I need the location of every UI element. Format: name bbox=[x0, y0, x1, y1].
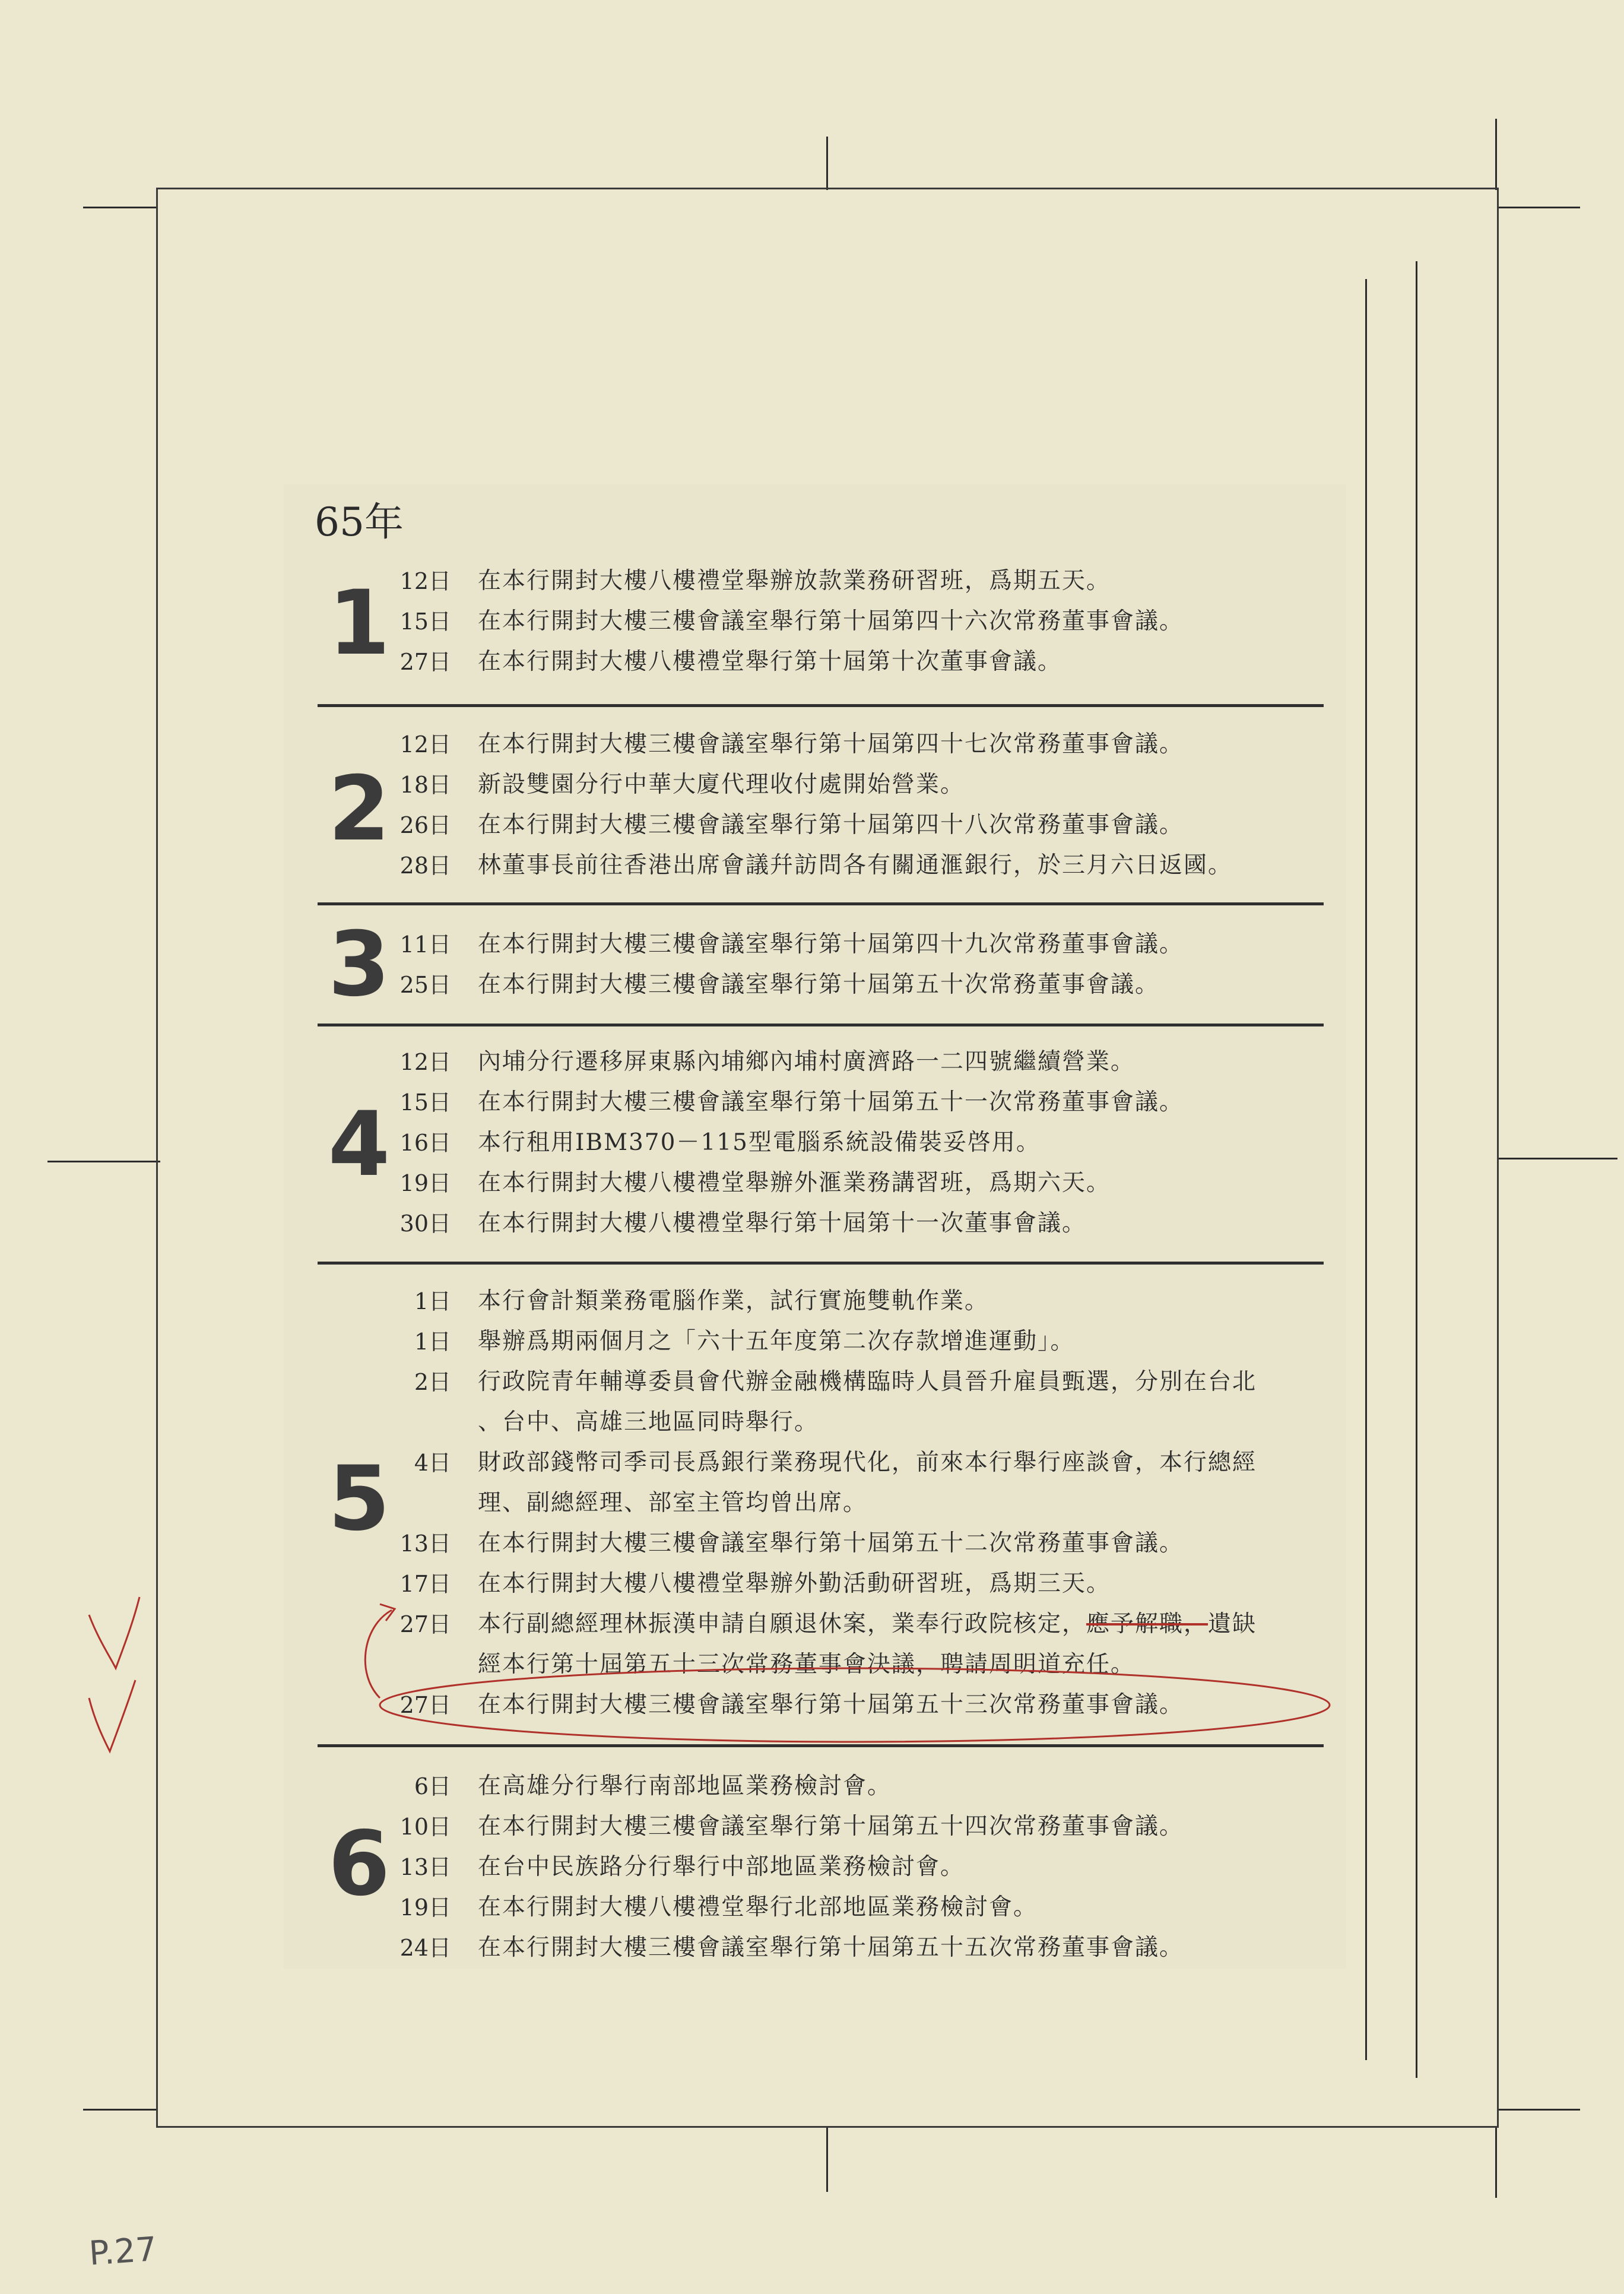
entry-text: 內埔分行遷移屏東縣內埔鄉內埔村廣濟路一二四號繼續營業。 bbox=[478, 1048, 1135, 1075]
move-arrow-mark bbox=[365, 1610, 392, 1698]
entry-day: 19日 bbox=[399, 1170, 451, 1196]
entry-text-part: 遺缺 bbox=[1208, 1611, 1257, 1637]
entry-text: 林董事長前往香港出席會議幷訪問各有關通滙銀行，於三月六日返國。 bbox=[478, 852, 1233, 879]
entry-day: 27日 bbox=[399, 649, 451, 675]
entry-text: 在本行開封大樓三樓會議室舉行第十屆第四十八次常務董事會議。 bbox=[478, 812, 1184, 838]
entry-day: 25日 bbox=[399, 972, 451, 998]
entry-day: 2日 bbox=[414, 1369, 451, 1395]
entry-text: 在本行開封大樓八樓禮堂舉辦放款業務研習班，爲期五天。 bbox=[478, 568, 1111, 594]
month-number: 1 bbox=[328, 572, 391, 675]
entry-day: 4日 bbox=[414, 1450, 451, 1476]
entry-text-continued: 經本行第十屆第五十三次常務董事會決議，聘請周明道充任。 bbox=[478, 1651, 1135, 1678]
month-number: 2 bbox=[328, 758, 391, 861]
entry-text: 在本行開封大樓三樓會議室舉行第十屆第四十六次常務董事會議。 bbox=[478, 608, 1184, 635]
entry-day: 6日 bbox=[414, 1773, 451, 1799]
year-heading: 65年 bbox=[315, 499, 404, 545]
struck-out-text: 應予解職， bbox=[1086, 1611, 1209, 1637]
entry-day: 27日 bbox=[399, 1611, 451, 1637]
entry-text: 在本行開封大樓三樓會議室舉行第十屆第五十五次常務董事會議。 bbox=[478, 1934, 1184, 1961]
entry-text: 在本行開封大樓八樓禮堂舉行北部地區業務檢討會。 bbox=[478, 1894, 1038, 1921]
entry-text-part: 本行副總經理林振漢申請自願退休案，業奉行政院核定， bbox=[478, 1611, 1087, 1637]
month-number: 6 bbox=[328, 1813, 391, 1916]
entry-text: 在本行開封大樓三樓會議室舉行第十屆第四十七次常務董事會議。 bbox=[478, 731, 1184, 758]
entry-day: 11日 bbox=[399, 931, 451, 958]
entry-day: 27日 bbox=[399, 1692, 451, 1718]
entry-text: 舉辦爲期兩個月之「六十五年度第二次存款增進運動」。 bbox=[478, 1328, 1075, 1355]
month-number: 5 bbox=[328, 1447, 391, 1551]
entry-day: 1日 bbox=[414, 1329, 451, 1355]
entry-text: 行政院青年輔導委員會代辦金融機構臨時人員晉升雇員甄選，分別在台北 bbox=[478, 1368, 1257, 1395]
entry-text: 在本行開封大樓三樓會議室舉行第十屆第五十二次常務董事會議。 bbox=[478, 1530, 1184, 1557]
check-mark bbox=[89, 1680, 135, 1751]
month-number: 4 bbox=[328, 1093, 391, 1196]
entry-day: 13日 bbox=[399, 1854, 451, 1880]
entry-text: 在本行開封大樓八樓禮堂舉行第十屆第十一次董事會議。 bbox=[478, 1210, 1087, 1237]
entry-text-continued: 、台中、高雄三地區同時舉行。 bbox=[478, 1409, 819, 1436]
entry-text: 新設雙園分行中華大廈代理收付處開始營業。 bbox=[478, 771, 965, 798]
entry-day: 26日 bbox=[399, 812, 451, 838]
entry-day: 24日 bbox=[399, 1935, 451, 1961]
entry-text: 在本行開封大樓八樓禮堂舉行第十屆第十次董事會議。 bbox=[478, 648, 1062, 675]
entry-text: 在高雄分行舉行南部地區業務檢討會。 bbox=[478, 1773, 892, 1799]
circled-entry-mark bbox=[380, 1668, 1330, 1742]
entry-day: 28日 bbox=[399, 853, 451, 879]
entry-text: 本行會計類業務電腦作業，試行實施雙軌作業。 bbox=[478, 1288, 989, 1314]
entry-day: 10日 bbox=[399, 1814, 451, 1840]
entry-day: 18日 bbox=[399, 772, 451, 798]
entry-text: 在本行開封大樓八樓禮堂舉辦外勤活動研習班，爲期三天。 bbox=[478, 1570, 1111, 1597]
entry-text-continued: 理、副總經理、部室主管均曾出席。 bbox=[478, 1490, 868, 1516]
entry-day: 15日 bbox=[399, 1089, 451, 1116]
entry-text: 在本行開封大樓三樓會議室舉行第十屆第四十九次常務董事會議。 bbox=[478, 931, 1184, 958]
entry-day: 1日 bbox=[414, 1288, 451, 1314]
entry-day: 12日 bbox=[399, 568, 451, 594]
entry-text: 在本行開封大樓三樓會議室舉行第十屆第五十三次常務董事會議。 bbox=[478, 1691, 1184, 1718]
entry-text: 在本行開封大樓三樓會議室舉行第十屆第五十一次常務董事會議。 bbox=[478, 1089, 1184, 1116]
entry-day: 19日 bbox=[399, 1894, 451, 1921]
entry-day: 15日 bbox=[399, 609, 451, 635]
page-number: P.27 bbox=[87, 2230, 158, 2273]
entry-day: 13日 bbox=[399, 1531, 451, 1557]
month-number: 3 bbox=[328, 913, 391, 1016]
entry-text: 在本行開封大樓三樓會議室舉行第十屆第五十次常務董事會議。 bbox=[478, 971, 1160, 998]
entry-text: 財政部錢幣司季司長爲銀行業務現代化，前來本行舉行座談會，本行總經 bbox=[478, 1449, 1257, 1476]
entry-day: 12日 bbox=[399, 1049, 451, 1075]
entry-text: 在本行開封大樓三樓會議室舉行第十屆第五十四次常務董事會議。 bbox=[478, 1813, 1184, 1840]
entry-day: 30日 bbox=[399, 1211, 451, 1237]
entry-day: 17日 bbox=[399, 1571, 451, 1597]
entry-text: 在台中民族路分行舉行中部地區業務檢討會。 bbox=[478, 1853, 965, 1880]
entry-day: 12日 bbox=[399, 731, 451, 758]
check-mark bbox=[89, 1597, 139, 1668]
entry-text: 在本行開封大樓八樓禮堂舉辦外滙業務講習班，爲期六天。 bbox=[478, 1170, 1111, 1196]
entry-day: 16日 bbox=[399, 1130, 451, 1156]
entry-text: 本行租用IBM370－115型電腦系統設備裝妥啓用。 bbox=[478, 1129, 1041, 1156]
